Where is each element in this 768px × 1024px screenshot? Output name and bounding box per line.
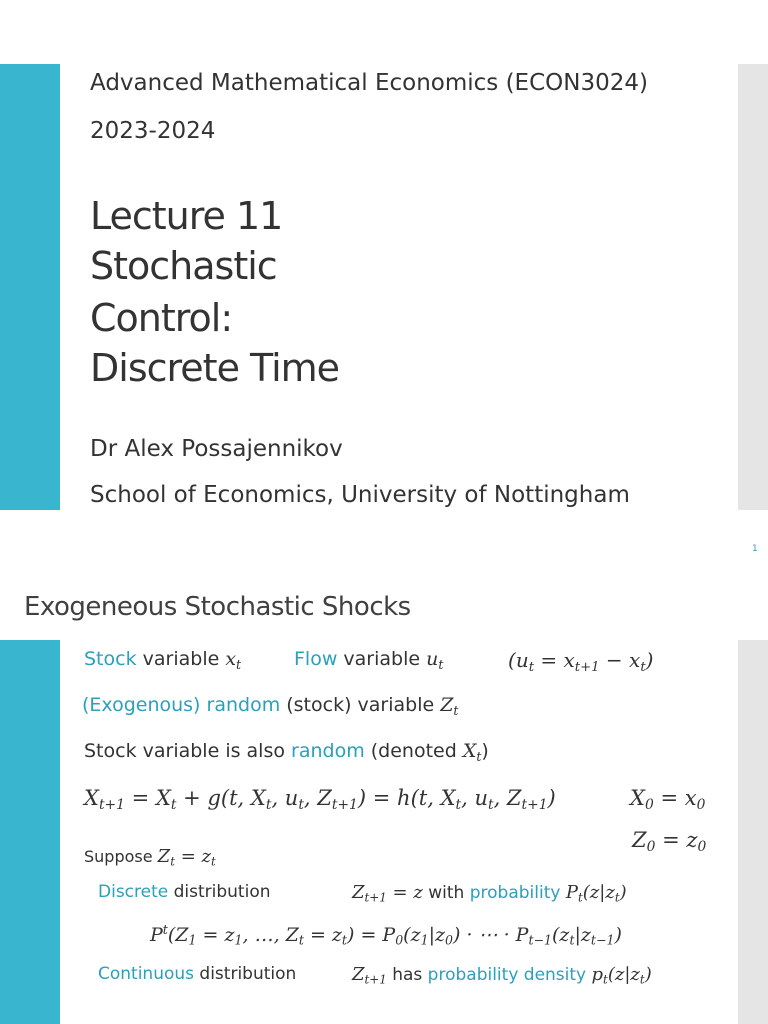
suppose-line: Suppose $Z_t = z_t$ (84, 846, 216, 869)
flow-equation: $(u_t = x_{t+1} - x_t)$ (508, 648, 654, 675)
stock-flow-line: Stock variable $x_t$ (84, 648, 242, 672)
transition-equation: $X_{t+1} = X_t + g(t$, $X_t$, $u_t$, $Z_{t+1}) = h(t$, $X_t$, $u_t$, $Z_{t+1}$) (84, 786, 556, 814)
probability-density-term: probability density (427, 965, 587, 985)
lecture-title-line-3: Control: (90, 296, 233, 340)
stock-random-line: Stock variable is also random (denoted $X_t$) (84, 740, 489, 764)
academic-year: 2023-2024 (90, 118, 216, 144)
probability-term: probability (469, 883, 561, 903)
math-Zt: $Z_t$ (440, 694, 459, 718)
continuous-label-line: Continuous distribution (98, 964, 297, 984)
flow-term: Flow (294, 648, 338, 670)
continuous-density: $Z_{t+1}$ has probability density $p_t(z|z_t)$ (352, 964, 652, 987)
discrete-term: Discrete (98, 882, 169, 902)
course-title: Advanced Mathematical Economics (ECON3024) (90, 70, 648, 96)
content-slide (0, 570, 768, 1024)
exogenous-random-term: (Exogenous) random (82, 694, 281, 716)
affiliation: School of Economics, University of Nottingham (90, 482, 630, 508)
lecture-title-line-4: Discrete Time (90, 346, 340, 390)
accent-bar (0, 64, 60, 510)
page-number: 1 (752, 544, 758, 554)
discrete-label-line: Discrete distribution (98, 882, 271, 902)
flow-term-group: Flow variable $u_t$ (294, 648, 444, 672)
lecture-title-line-1: Lecture 11 (90, 194, 283, 238)
joint-probability-equation: $P^t(Z_1 = z_1$, …, $Z_t = z_t) = P_0(z_1|z_0)$ · ⋯ · $P_{t-1}(z_t|z_{t-1})$ (150, 922, 622, 948)
math-ut: $u_t$ (426, 648, 444, 672)
random-variable-line: (Exogenous) random (stock) variable $Z_t$ (82, 694, 459, 718)
initial-z: $Z_0 = z_0$ (632, 828, 707, 856)
random-term: random (291, 740, 365, 762)
slide-title: Exogeneous Stochastic Shocks (24, 592, 411, 622)
math-xt: $x_t$ (225, 648, 242, 672)
stock-term: Stock (84, 648, 137, 670)
author: Dr Alex Possajennikov (90, 436, 343, 462)
side-strip (738, 640, 768, 1024)
accent-bar (0, 640, 60, 1024)
math-Xt: $X_t$ (462, 740, 482, 764)
side-strip (738, 64, 768, 510)
lecture-title-line-2: Stochastic (90, 244, 277, 288)
discrete-probability: $Z_{t+1} = z$ with probability $P_t(z|z_t)$ (352, 882, 627, 905)
continuous-term: Continuous (98, 964, 195, 984)
initial-x: $X_0 = x_0$ (630, 786, 706, 814)
